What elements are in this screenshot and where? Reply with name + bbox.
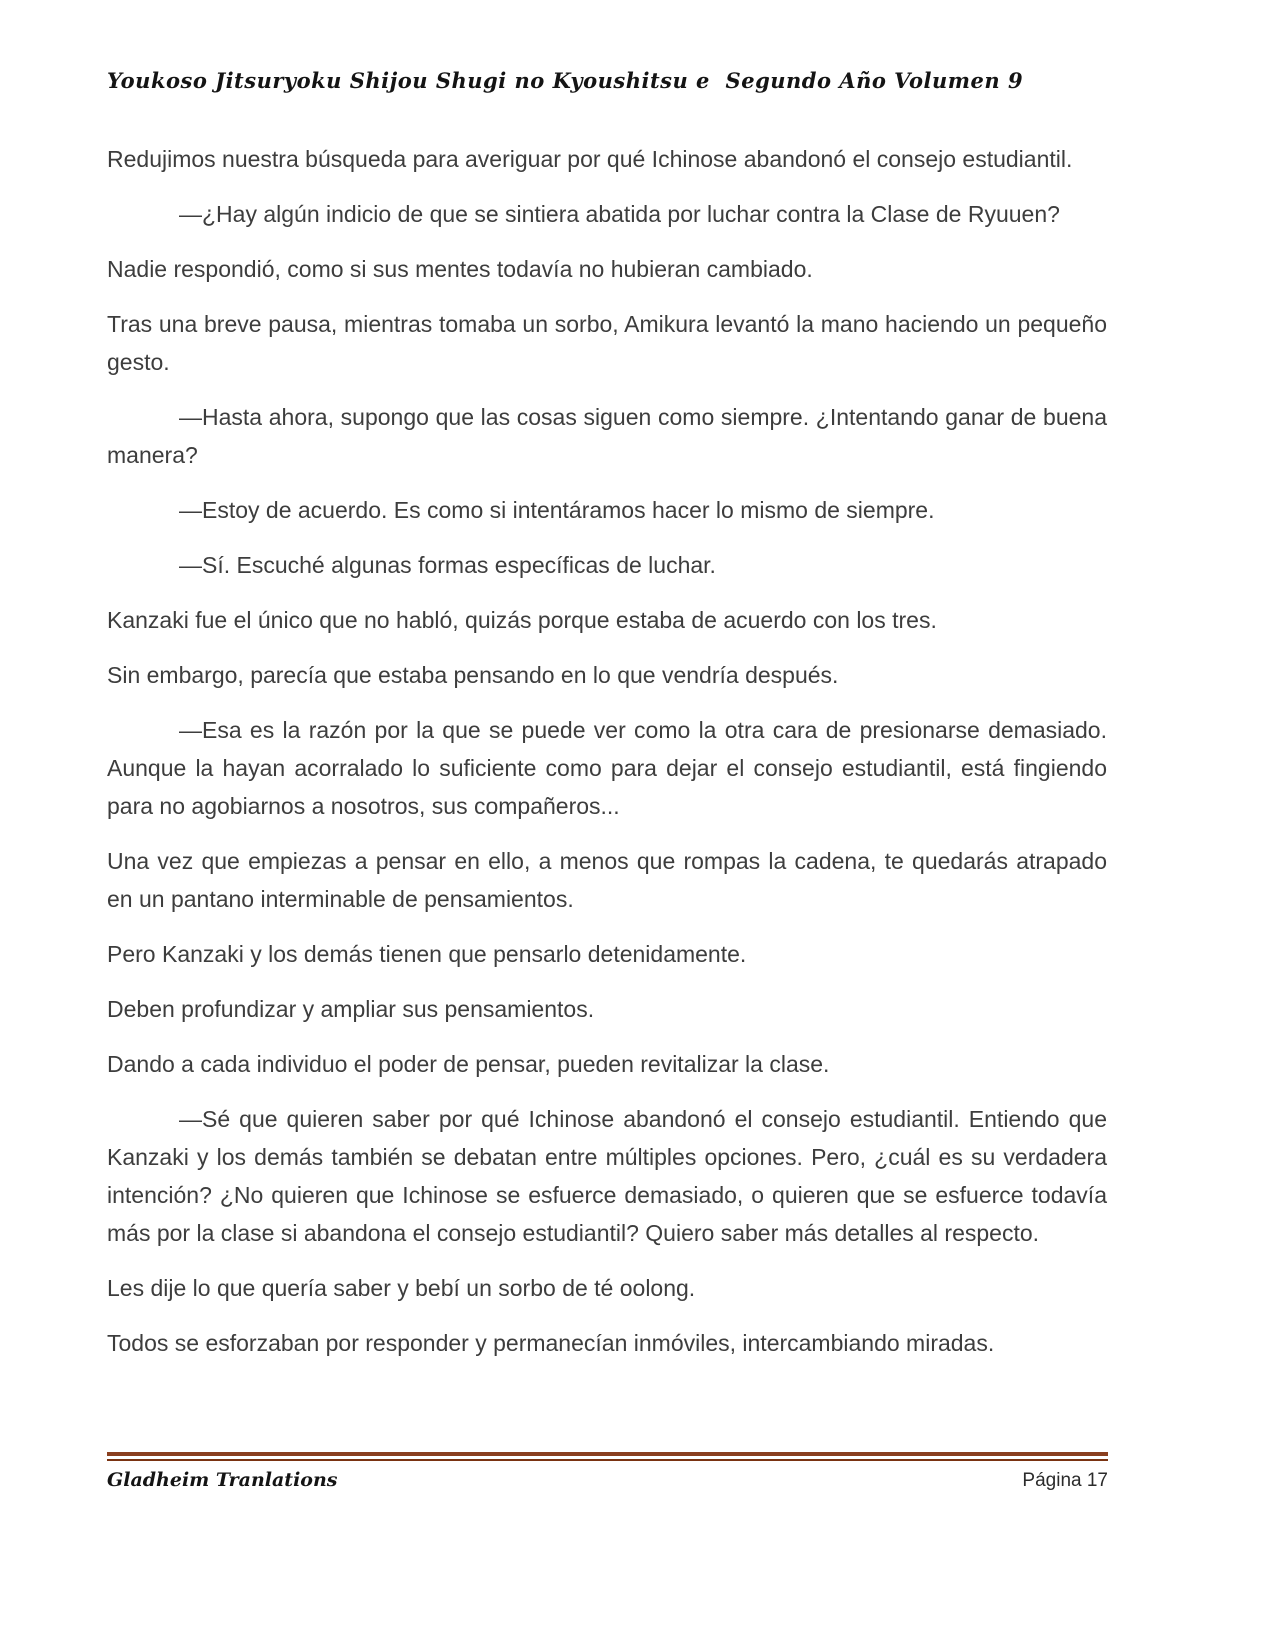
paragraph: Todos se esforzaban por responder y permanecían inmóviles, intercambiando miradas. <box>107 1330 995 1356</box>
footer-rule <box>107 1452 1108 1461</box>
footer-row <box>107 1469 1108 1492</box>
footer-translator-credit: Gladheim Tranlations <box>107 1469 338 1491</box>
page-header <box>107 68 1107 93</box>
paragraph: Redujimos nuestra búsqueda para averiguar por qué Ichinose abandonó el consejo estudiantil. <box>107 146 1073 172</box>
paragraph: Dando a cada individuo el poder de pensar, pueden revitalizar la clase. <box>107 1051 830 1077</box>
paragraph: —Esa es la razón por la que se puede ver como la otra cara de presionarse demasiado. Aunque la hayan acorralado lo suficiente como para dejar el consejo estudiantil, está fingiendo para no agobiarnos a nosotros, sus compañeros... <box>107 717 1107 819</box>
paragraph: Nadie respondió, como si sus mentes todavía no hubieran cambiado. <box>107 256 813 282</box>
paragraph: —Sé que quieren saber por qué Ichinose abandonó el consejo estudiantil. Entiendo que Kanzaki y los demás también se debatan entre múltiples opciones. Pero, ¿cuál es su verdadera intención? ¿No quieren que Ichinose se esfuerce demasiado, o quieren que se esfuerce todavía más por la clase si abandona el consejo estudiantil? Quiero saber más detalles al respecto. <box>107 1106 1107 1246</box>
paragraph: —¿Hay algún indicio de que se sintiera abatida por luchar contra la Clase de Ryuuen? <box>179 201 1060 227</box>
paragraph: Sin embargo, parecía que estaba pensando en lo que vendría después. <box>107 662 839 688</box>
paragraph: —Sí. Escuché algunas formas específicas de luchar. <box>179 552 716 578</box>
paragraph: Les dije lo que quería saber y bebí un sorbo de té oolong. <box>107 1275 696 1301</box>
paragraph: Pero Kanzaki y los demás tienen que pensarlo detenidamente. <box>107 941 747 967</box>
paragraph: —Hasta ahora, supongo que las cosas siguen como siempre. ¿Intentando ganar de buena manera? <box>107 404 1107 468</box>
body-text <box>107 140 1107 1379</box>
paragraph: Kanzaki fue el único que no habló, quizás porque estaba de acuerdo con los tres. <box>107 607 937 633</box>
page-footer <box>107 1452 1108 1492</box>
page-header-title: Youkoso Jitsuryoku Shijou Shugi no Kyoushitsu e Segundo Año Volumen 9 <box>107 68 1024 93</box>
paragraph: —Estoy de acuerdo. Es como si intentáramos hacer lo mismo de siempre. <box>179 497 935 523</box>
paragraph: Tras una breve pausa, mientras tomaba un sorbo, Amikura levantó la mano haciendo un pequeño gesto. <box>107 311 1107 375</box>
paragraph: Deben profundizar y ampliar sus pensamientos. <box>107 996 595 1022</box>
paragraph: Una vez que empiezas a pensar en ello, a menos que rompas la cadena, te quedarás atrapado en un pantano interminable de pensamientos. <box>107 848 1107 912</box>
footer-page-number: Página 17 <box>1022 1470 1108 1491</box>
